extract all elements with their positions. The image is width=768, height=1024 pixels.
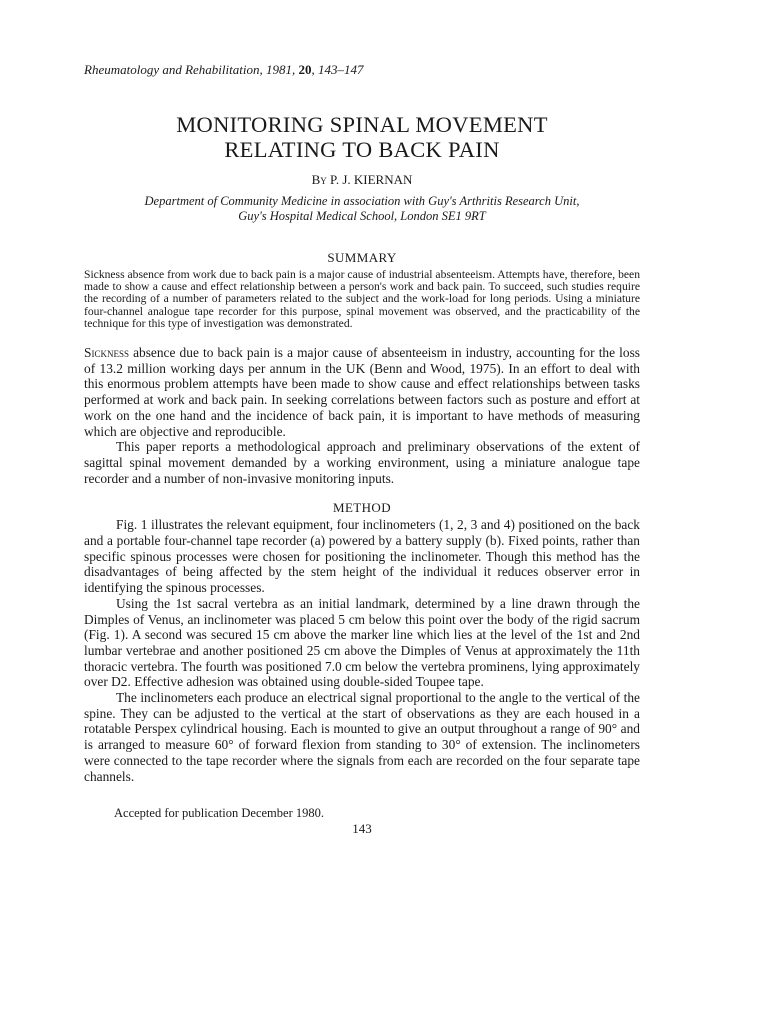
article-title — [84, 112, 640, 162]
journal-pages: 143–147 — [317, 62, 364, 77]
affiliation-line-2: Guy's Hospital Medical School, London SE1 9RT — [238, 209, 486, 223]
method-heading: METHOD — [332, 500, 391, 516]
intro-paragraph-1-text: absence due to back pain is a major cause of absenteeism in industry, accounting for the loss of 13.2 million working days per annum in the UK (Benn and Wood, 1975). In an effort to deal with this enormous problem attempts have been made to show cause and effect relationships between tasks performed at work and back pain. In seeking correlations between factors such as posture and effort at work on the one hand and the incidence of back pain, it is important to have methods of measuring which are objective and reproducible. — [84, 345, 640, 439]
author-name: P. J. KIERNAN — [330, 172, 413, 187]
summary-text: Sickness absence from work due to back pain is a major cause of industrial absenteeism. Attempts have, therefore, been made to show a cause and effect relationship between a person's work and back pain. To succeed, such studies require the recording of a number of parameters related to the subject and the work-load for long periods. Using a miniature four-channel analogue tape recorder for this purpose, spinal movement was observed, and the practicability of the technique for this type of investigation was demonstrated. — [84, 268, 640, 330]
journal-year: 1981 — [265, 62, 292, 77]
affiliation — [84, 194, 640, 224]
author-prefix: By — [311, 172, 327, 187]
journal-reference: Rheumatology and Rehabilitation, 1981, 20, 143–147 — [84, 62, 364, 77]
intro-paragraph-2: This paper reports a methodological approach and preliminary observations of the extent of sagittal spinal movement demanded by a working environment, using a miniature analogue tape recorder and a number of non-invasive monitoring inputs. — [84, 439, 640, 486]
journal-volume: 20 — [298, 62, 312, 77]
intro-lead-word: Sickness — [84, 345, 129, 361]
method-section — [84, 517, 640, 784]
method-paragraph-2: Using the 1st sacral vertebra as an initial landmark, determined by a line drawn through the Dimples of Venus, an inclinometer was placed 5 cm below this point over the body of the rigid sacrum (Fig. 1). A second was secured 15 cm above the marker line which lies at the level of the 1st and 2nd lumbar vertebrae and another positioned 25 cm above the Dimples of Venus at approximately the 11th thoracic vertebra. The fourth was positioned 7.0 cm below the vertebra prominens, lying approximately over D2. Effective adhesion was obtained using double-sided Toupee tape. — [84, 595, 640, 690]
title-line-1: MONITORING SPINAL MOVEMENT — [176, 112, 548, 137]
method-paragraph-1: Fig. 1 illustrates the relevant equipment, four inclinometers (1, 2, 3 and 4) positioned on the back and a portable four-channel tape recorder (a) powered by a battery supply (b). Fixed points, rather than specific spinous processes were chosen for positioning the inclinometer. Though this method has the disadvantages of being affected by the stem height of the individual it reduces observer error in identifying the spinous processes. — [84, 517, 640, 596]
page-number: 143 — [352, 821, 372, 837]
title-line-2: RELATING TO BACK PAIN — [224, 137, 500, 162]
intro-paragraph-1 — [84, 345, 640, 439]
acceptance-note: Accepted for publication December 1980. — [114, 806, 324, 821]
paper-page — [84, 62, 640, 837]
affiliation-line-1: Department of Community Medicine in association with Guy's Arthritis Research Unit, — [144, 194, 580, 208]
introduction — [84, 345, 640, 486]
method-paragraph-3: The inclinometers each produce an electrical signal proportional to the angle to the vertical of the spine. They can be adjusted to the vertical at the start of observations as they are each housed in a rotatable Perspex cylindrical housing. Each is mounted to give an output throughout a range of 90° and is arranged to measure 60° of forward flexion from standing to 30° of extension. The inclinometers were connected to the tape recorder where the signals from each are recorded on the four separate tape channels. — [84, 690, 640, 784]
journal-name: Rheumatology and Rehabilitation — [84, 62, 260, 77]
author-line — [84, 172, 640, 188]
summary-heading: SUMMARY — [327, 250, 397, 265]
